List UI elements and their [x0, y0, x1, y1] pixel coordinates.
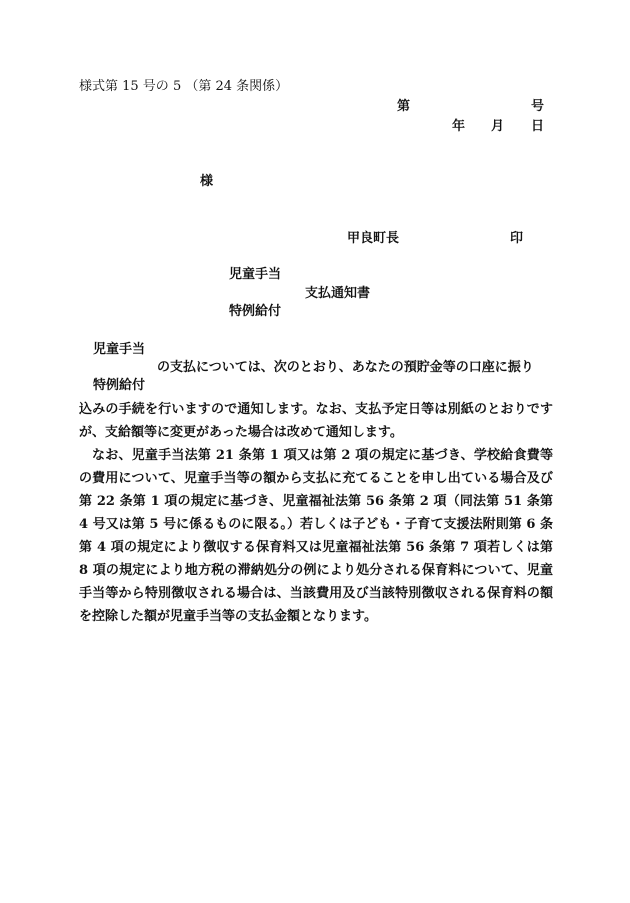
- number-prefix: 第: [397, 99, 411, 114]
- body-text: [79, 398, 553, 628]
- body-paragraph-1: 込みの手続を行いますので通知します。なお、支払予定日等は別紙のとおりですが、支給額等に変更があった場合は改めて通知します。: [79, 402, 553, 440]
- title-top: 児童手当: [229, 267, 282, 282]
- date-day: 日: [531, 119, 545, 134]
- title-bottom: 特例給付: [229, 304, 282, 319]
- body-paragraph-2: なお、児童手当法第 21 条第 1 項又は第 2 項の規定に基づき、学校給食費等の費用について、児童手当等の額から支払に充てることを申し出ている場合及び第 22 条第 1 項の規定に基づき、児童福祉法第 56 条第 2 項（同法第 51 条第 4 号又は第 5 号に係るものに限る。）若しくは子ども・子育て支援法附則第 6 条第 4 項の規定により徴収する保育料又は児童福祉法第 56 条第 7 項若しくは第 8 項の規定により地方税の滞納処分の例により処分される保育料について、児童手当等から特別徴収される場合は、当該費用及び当該特別徴収される保育料の額を控除した額が児童手当等の支払金額となります。: [79, 448, 553, 624]
- date-month: 月: [491, 119, 505, 134]
- body-first-main: の支払については、次のとおり、あなたの預貯金等の口座に振り: [157, 360, 534, 375]
- body-first-bottom: 特例給付: [93, 378, 146, 393]
- page-title: 支払通知書: [305, 286, 371, 301]
- date-year: 年: [452, 119, 466, 134]
- recipient-suffix: 様: [200, 174, 214, 189]
- body-first-top: 児童手当: [93, 342, 146, 357]
- number-suffix: 号: [531, 99, 545, 114]
- form-id: 様式第 15 号の 5 （第 24 条関係）: [79, 79, 289, 94]
- issuer-seal: 印: [510, 231, 524, 246]
- issuer-name: 甲良町長: [347, 231, 400, 246]
